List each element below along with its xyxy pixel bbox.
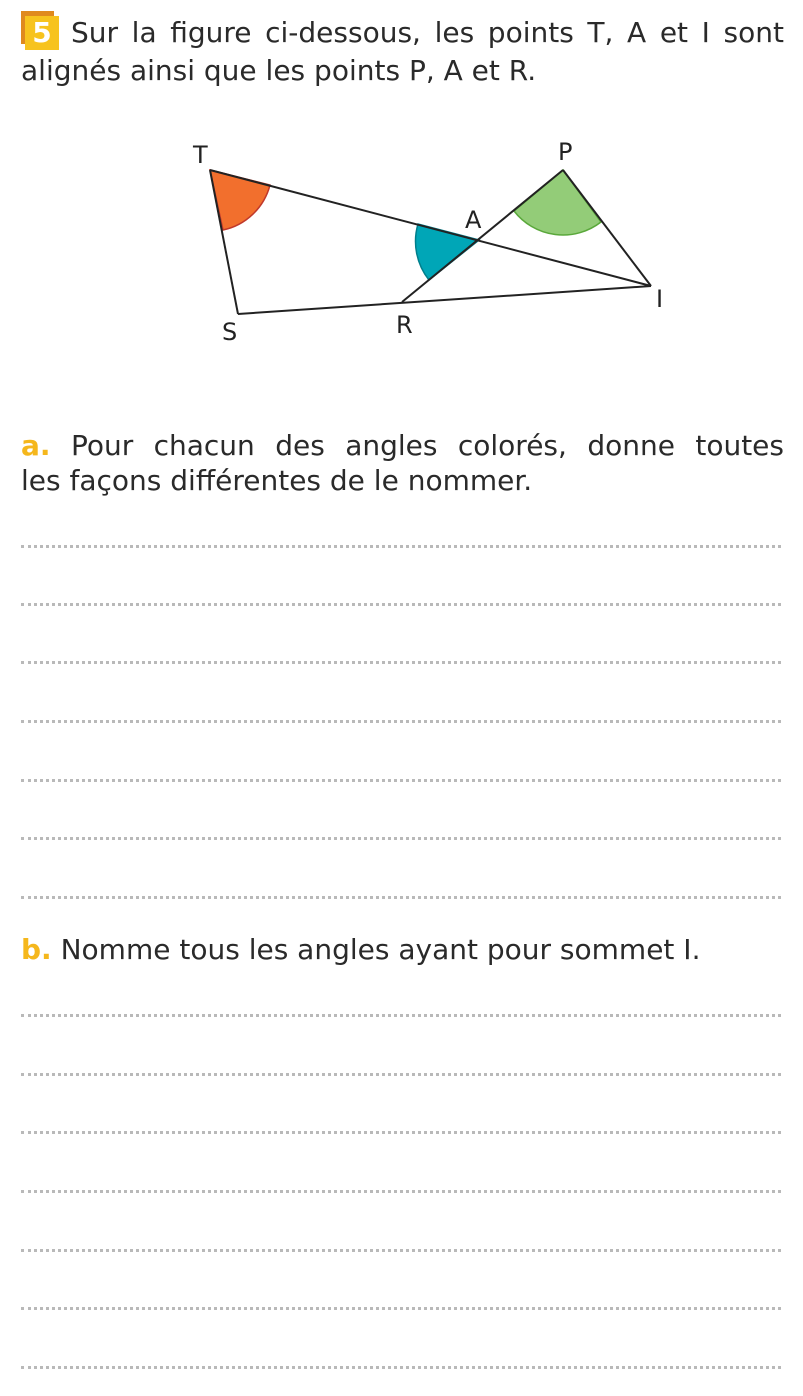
answer-line-a3[interactable]	[21, 661, 781, 664]
answer-line-a7[interactable]	[21, 896, 781, 899]
point-label-R: R	[396, 311, 413, 339]
answer-line-b7[interactable]	[21, 1366, 781, 1369]
answer-line-b6[interactable]	[21, 1307, 781, 1310]
answer-line-b1[interactable]	[21, 1014, 781, 1017]
question-a-label: a.	[21, 429, 51, 462]
answer-line-a1[interactable]	[21, 545, 781, 548]
answer-line-a5[interactable]	[21, 779, 781, 782]
answer-line-b5[interactable]	[21, 1249, 781, 1252]
segment-SI	[238, 286, 651, 314]
question-b-label: b.	[21, 933, 52, 966]
exercise-intro-line2: alignés ainsi que les points P, A et R.	[21, 54, 537, 87]
point-label-S: S	[222, 318, 238, 346]
question-a-line1	[21, 428, 784, 464]
point-label-A: A	[465, 206, 482, 234]
geometry-figure	[0, 120, 803, 360]
answer-line-b4[interactable]	[21, 1190, 781, 1193]
question-a-text-line2: les façons différentes de le nommer.	[21, 464, 533, 497]
question-b	[21, 932, 784, 968]
answer-line-b2[interactable]	[21, 1073, 781, 1076]
point-label-P: P	[558, 138, 573, 166]
point-label-I: I	[656, 285, 664, 313]
answer-line-a6[interactable]	[21, 837, 781, 840]
answer-line-a4[interactable]	[21, 720, 781, 723]
exercise-number: 5	[25, 16, 59, 50]
point-label-T: T	[193, 141, 208, 169]
exercise-intro-line1: Sur la figure ci-dessous, les points T, A et I sont	[71, 16, 784, 49]
answer-line-b3[interactable]	[21, 1131, 781, 1134]
question-b-text: Nomme tous les angles ayant pour sommet I.	[60, 933, 701, 966]
answer-line-a2[interactable]	[21, 603, 781, 606]
question-a-text-line1: Pour chacun des angles colorés, donne toutes	[70, 429, 784, 462]
